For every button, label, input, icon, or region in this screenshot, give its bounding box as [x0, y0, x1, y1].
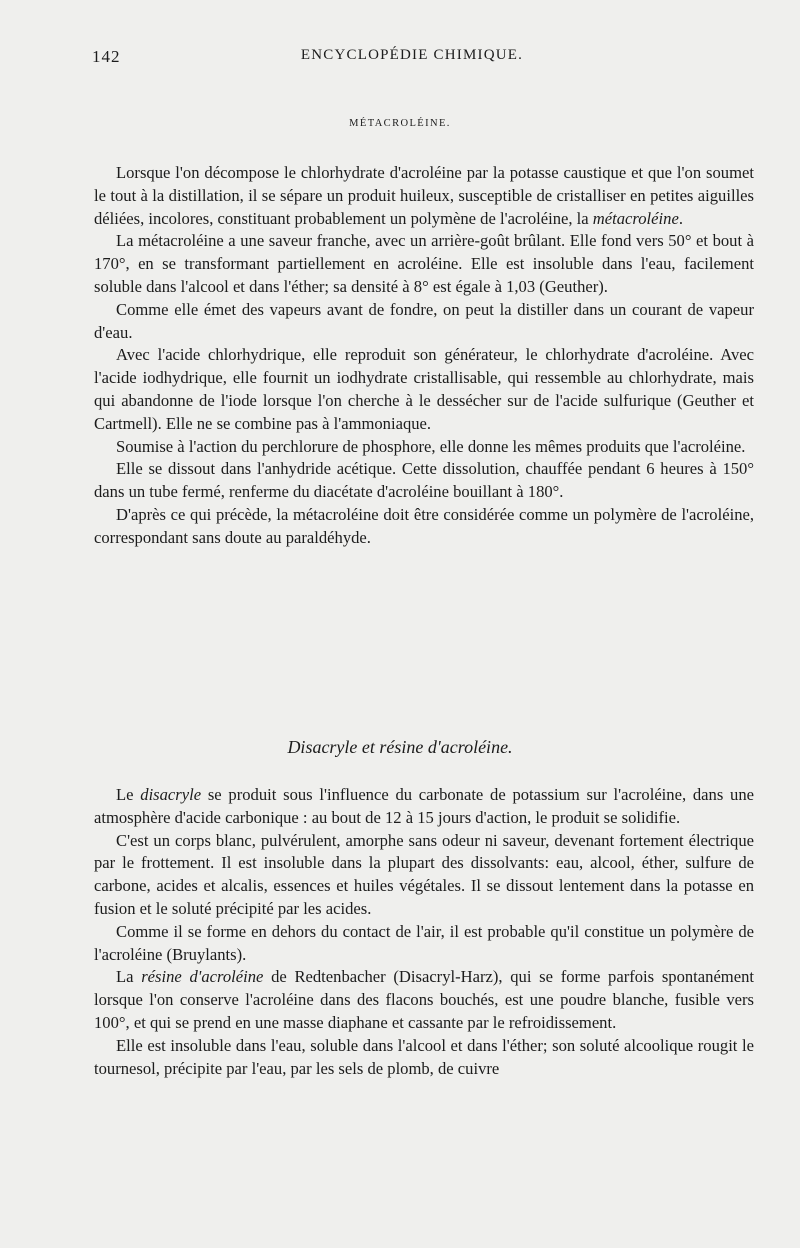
- paragraph-text: .: [678, 208, 683, 228]
- header-title: ENCYCLOPÉDIE CHIMIQUE.: [300, 47, 524, 63]
- page-number: 142: [92, 47, 121, 66]
- emphasis-term: résine d'acroléine: [141, 967, 264, 987]
- paragraph: Soumise à l'action du perchlorure de phosphore, elle donne les mêmes produits que l'acroléine.: [116, 436, 746, 456]
- paragraph: La métacroléine a une saveur franche, avec un arrière-goût brûlant. Elle fond vers 50° et bout à 170°, en se transformant partiellement en acroléine. Elle est insoluble dans l'eau, facilement soluble dans l'alcool et dans l'éther; sa densité à 8° est égale à 1,03 (Geuther).: [94, 231, 754, 296]
- emphasis-term: disacryle: [140, 785, 202, 804]
- emphasis-term: métacroléine: [592, 208, 679, 228]
- paragraph-text: de Redtenbacher (Disacryl-Harz), qui se forme parfois spontanément lorsque l'on conserve l'acroléine dans des flacons bouchés, est une poudre blanche, fusible vers 100°, et qui se prend en une masse diaphane et cassante par le refroidissement.: [94, 967, 754, 1032]
- text-block-metacroleine: [94, 162, 754, 550]
- paragraph: Elle se dissout dans l'anhydride acétique. Cette dissolution, chauffée pendant 6 heures à 150° dans un tube fermé, renferme du diacétate d'acroléine bouillant à 180°.: [94, 459, 754, 502]
- paragraph: [94, 162, 754, 230]
- paragraph: Comme elle émet des vapeurs avant de fondre, on peut la distiller dans un courant de vapeur d'eau.: [94, 299, 754, 342]
- section-label-text: MÉTACROLÉINE.: [349, 118, 451, 129]
- paragraph: C'est un corps blanc, pulvérulent, amorphe sans odeur ni saveur, devenant fortement électrique par le frottement. Il est insoluble dans la plupart des dissolvants: eau, alcool, éther, sulfure de carbone, acides et alcalis, essences et huiles végétales. Il se dissout lentement dans la potasse en fusion et le soluté précipité par les acides.: [94, 830, 754, 918]
- paragraph-text: La: [116, 967, 142, 987]
- paragraph-text: Le: [116, 785, 141, 804]
- paragraph: [94, 966, 754, 1034]
- paragraph-text: Lorsque l'on décompose le chlorhydrate d'acroléine par la potasse caustique et que l'on soumet le tout à la distillation, il se sépare un produit huileux, susceptible de cristalliser en petites aiguilles déliées, incolores, constituant probablement un polymène de l'acroléine, la: [94, 163, 754, 228]
- paragraph: D'après ce qui précède, la métacroléine doit être considérée comme un polymère de l'acroléine, correspondant sans doute au paraldéhyde.: [94, 504, 754, 547]
- section-label: [0, 118, 800, 129]
- text-block-disacryle: [94, 784, 754, 1080]
- paragraph-text: se produit sous l'influence du carbonate de potassium sur l'acroléine, dans une atmosphère d'acide carbonique : au bout de 12 à 15 jours d'action, le produit se solidifie.: [94, 785, 754, 827]
- paragraph: Comme il se forme en dehors du contact de l'air, il est probable qu'il constitue un polymère de l'acroléine (Bruylants).: [94, 921, 754, 964]
- paragraph: [94, 784, 754, 830]
- subheading: Disacryle et résine d'acroléine.: [287, 737, 513, 757]
- paragraph: Elle est insoluble dans l'eau, soluble dans l'alcool et dans l'éther; son soluté alcoolique rougit le tournesol, précipite par l'eau, par les sels de plomb, de cuivre: [94, 1035, 754, 1078]
- running-header: [92, 47, 732, 71]
- paragraph: Avec l'acide chlorhydrique, elle reproduit son générateur, le chlorhydrate d'acroléine. Avec l'acide iodhydrique, elle fournit un iodhydrate cristallisable, qui ressemble au chlorhydrate, mais qui abandonne de l'iode lorsque l'on cherche à le dessécher sur de l'acide sulfurique (Geuther et Cartmell). Elle ne se combine pas à l'ammoniaque.: [94, 345, 754, 433]
